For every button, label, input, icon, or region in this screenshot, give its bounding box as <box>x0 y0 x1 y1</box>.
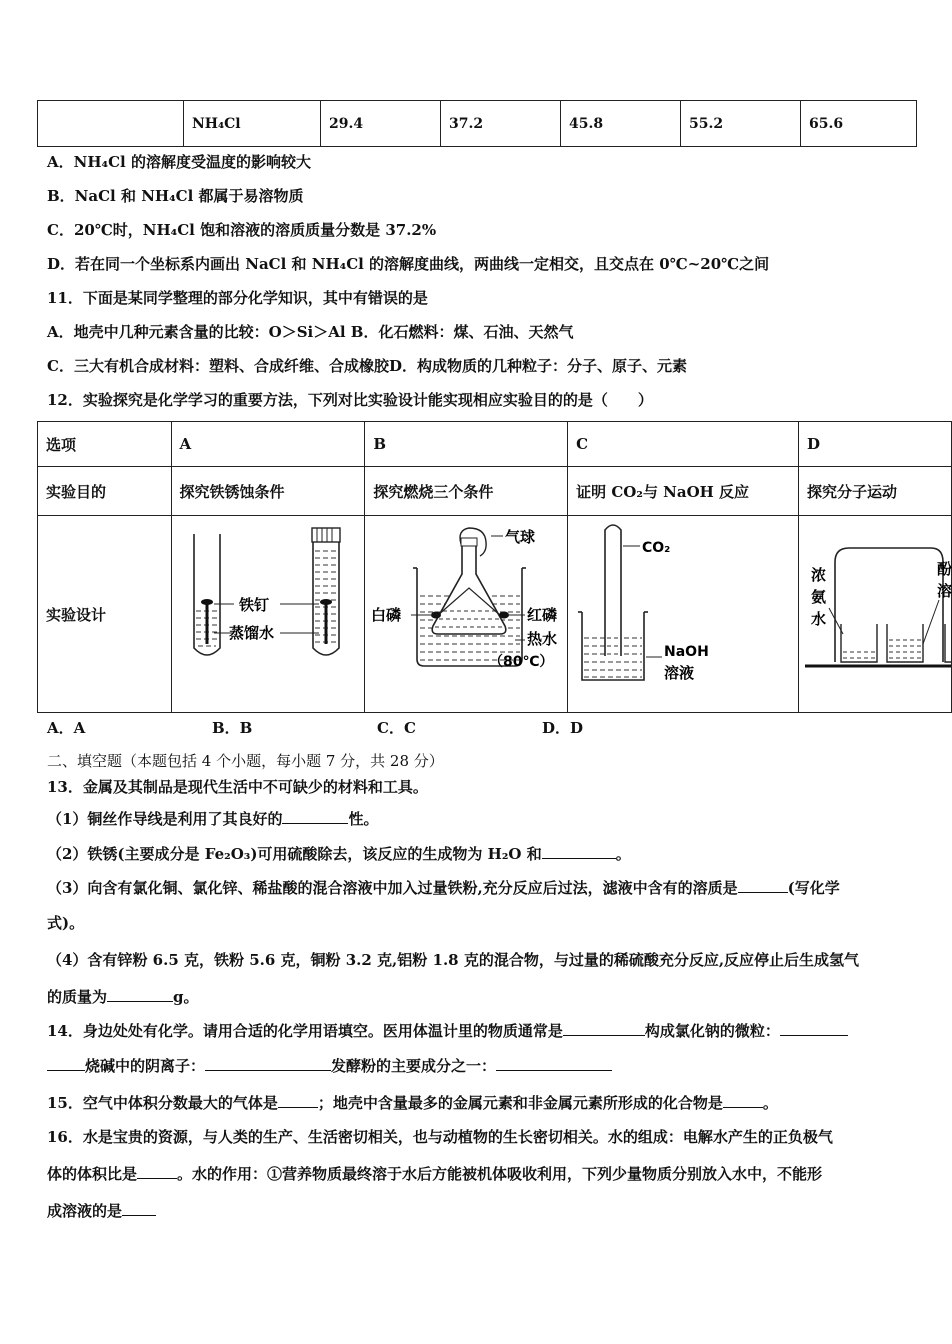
experiment-table <box>37 421 952 713</box>
design-cell-d <box>799 516 952 713</box>
combustion-figure <box>365 516 559 712</box>
q15-text-a: 15．空气中体积分数最大的气体是 <box>47 1094 278 1112</box>
q12-answer-b: B．B <box>212 719 253 737</box>
q10-option-d: D．若在同一个坐标系内画出 NaCl 和 NH₄Cl 的溶解度曲线，两曲线一定相交，且交点在 0℃~20℃之间 <box>47 255 770 273</box>
table-row <box>38 101 917 147</box>
header-cell: A <box>171 422 365 467</box>
q16-line3 <box>47 1200 156 1221</box>
co2-naoh-figure <box>568 516 790 712</box>
q16-text-b: 体的体积比是 <box>47 1165 138 1183</box>
label-water: 蒸馏水 <box>228 624 274 642</box>
q13-part1-text: （1）铜丝作导线是利用了其良好的 <box>47 810 283 828</box>
row-label: 实验设计 <box>38 516 172 713</box>
q16-line2 <box>47 1163 822 1184</box>
q13-part2 <box>47 843 631 864</box>
molecule-motion-figure <box>799 516 951 712</box>
header-cell: C <box>568 422 799 467</box>
answer-blank[interactable] <box>278 1093 318 1108</box>
label-balloon: 气球 <box>505 528 536 546</box>
table-cell: 37.2 <box>441 101 561 147</box>
answer-blank[interactable] <box>723 1093 763 1108</box>
q11-stem: 11．下面是某同学整理的部分化学知识，其中有错误的是 <box>47 289 428 307</box>
answer-blank[interactable] <box>282 809 348 824</box>
q16-text-c: 。水的作用：①营养物质最终溶于水后方能被机体吸收利用，下列少量物质分别放入水中，不能形 <box>177 1165 823 1183</box>
table-cell: 29.4 <box>321 101 441 147</box>
table-row <box>38 516 952 713</box>
label-naoh: NaOH <box>664 644 709 660</box>
table-row <box>38 467 952 516</box>
answer-blank[interactable] <box>47 1056 85 1071</box>
answer-blank[interactable] <box>107 987 173 1002</box>
q10-option-c: C．20℃时，NH₄Cl 饱和溶液的溶质质量分数是 37.2% <box>47 221 437 239</box>
q14-line2 <box>47 1055 612 1076</box>
q16-line1: 16．水是宝贵的资源，与人类的生产、生活密切相关，也与动植物的生长密切相关。水的组成：电解水产生的正负极气 <box>47 1128 833 1146</box>
header-cell: D <box>799 422 952 467</box>
iron-rust-figure <box>172 516 357 712</box>
label-white-phosphorus: 白磷 <box>371 606 402 624</box>
table-cell: 65.6 <box>801 101 917 147</box>
label-water-d: 水 <box>811 610 827 628</box>
q13-part3-cont: 式)。 <box>47 914 85 932</box>
solubility-table <box>37 100 917 147</box>
answer-blank[interactable] <box>542 844 616 859</box>
q12-stem: 12．实验探究是化学学习的重要方法，下列对比实验设计能实现相应实验目的的是（ ） <box>47 391 653 409</box>
table-cell-label: NH₄Cl <box>184 101 321 147</box>
table-cell: 55.2 <box>681 101 801 147</box>
purpose-cell: 探究燃烧三个条件 <box>365 467 568 516</box>
table-row <box>38 422 952 467</box>
row-label: 实验目的 <box>38 467 172 516</box>
answer-blank[interactable] <box>122 1201 156 1216</box>
label-nail: 铁钉 <box>238 596 269 614</box>
q12-answer-a: A．A <box>47 719 86 737</box>
answer-blank[interactable] <box>205 1056 331 1071</box>
label-ammonia: 氨 <box>811 588 827 606</box>
q14-text-d: 发酵粉的主要成分之一： <box>331 1057 497 1075</box>
purpose-cell: 探究分子运动 <box>799 467 952 516</box>
design-cell-c <box>568 516 799 713</box>
purpose-cell: 探究铁锈蚀条件 <box>171 467 365 516</box>
header-cell: 选项 <box>38 422 172 467</box>
label-red-phosphorus: 红磷 <box>527 606 558 624</box>
q13-part2-text: （2）铁锈(主要成分是 Fe₂O₃)可用硫酸除去，该反应的生成物为 H₂O 和 <box>47 845 542 863</box>
q14-text-c: 烧碱中的阴离子： <box>85 1057 206 1075</box>
q14-text-a: 14．身边处处有化学。请用合适的化学用语填空。医用体温计里的物质通常是 <box>47 1022 563 1040</box>
label-phenol: 酚 <box>937 560 952 578</box>
answer-blank[interactable] <box>496 1056 612 1071</box>
q15-text-c: 。 <box>762 1094 778 1112</box>
q12-answer-d: D．D <box>542 719 584 737</box>
q13-part3-text: （3）向含有氯化铜、氯化锌、稀盐酸的混合溶液中加入过量铁粉,充分反应后过法，滤液中含有的溶质是 <box>47 879 738 897</box>
q14-text-b: 构成氯化钠的微粒： <box>644 1022 780 1040</box>
q11-line2: C．三大有机合成材料：塑料、合成纤维、合成橡胶D．构成物质的几种粒子：分子、原子、元素 <box>47 357 687 375</box>
label-solution-d: 溶 <box>937 582 952 600</box>
label-co2: CO₂ <box>642 540 671 556</box>
q15-text-b: ；地壳中含量最多的金属元素和非金属元素所形成的化合物是 <box>317 1094 723 1112</box>
q13-part4: （4）含有锌粉 6.5 克，铁粉 5.6 克，铜粉 3.2 克,铝粉 1.8 克的混合物，与过量的稀硫酸充分反应,反应停止后生成氢气 <box>47 951 860 969</box>
q12-answer-c: C．C <box>377 719 416 737</box>
q13-part1 <box>47 808 378 829</box>
table-cell-empty <box>38 101 184 147</box>
label-temperature: （80℃） <box>489 654 554 670</box>
design-cell-a <box>171 516 365 713</box>
label-solution: 溶液 <box>664 664 695 682</box>
q13-stem: 13．金属及其制品是现代生活中不可缺少的材料和工具。 <box>47 778 428 796</box>
q13-part1-suffix: 性。 <box>348 810 379 828</box>
answer-blank[interactable] <box>563 1021 645 1036</box>
answer-blank[interactable] <box>780 1021 848 1036</box>
q13-part4-suffix: g。 <box>173 988 199 1006</box>
design-cell-b <box>365 516 568 713</box>
header-cell: B <box>365 422 568 467</box>
q16-text-d: 成溶液的是 <box>47 1202 123 1220</box>
q13-part4-cont <box>47 986 199 1007</box>
q14-line1 <box>47 1020 848 1041</box>
q13-part2-suffix: 。 <box>615 845 631 863</box>
label-hot-water: 热水 <box>527 630 558 648</box>
section-heading: 二、填空题（本题包括 4 个小题，每小题 7 分，共 28 分） <box>47 752 444 770</box>
q11-line1: A．地壳中几种元素含量的比较：O＞Si＞Al B．化石燃料：煤、石油、天然气 <box>47 323 574 341</box>
q13-part3 <box>47 877 840 898</box>
q10-option-a: A．NH₄Cl 的溶解度受温度的影响较大 <box>47 153 311 171</box>
q13-part4-text: 的质量为 <box>47 988 108 1006</box>
label-conc: 浓 <box>811 566 827 584</box>
answer-blank[interactable] <box>738 878 788 893</box>
q10-option-b: B．NaCl 和 NH₄Cl 都属于易溶物质 <box>47 187 304 205</box>
answer-blank[interactable] <box>137 1164 177 1179</box>
purpose-cell: 证明 CO₂与 NaOH 反应 <box>568 467 799 516</box>
q13-part3-suffix: (写化学 <box>787 879 840 897</box>
table-cell: 45.8 <box>561 101 681 147</box>
q15-line <box>47 1092 778 1113</box>
